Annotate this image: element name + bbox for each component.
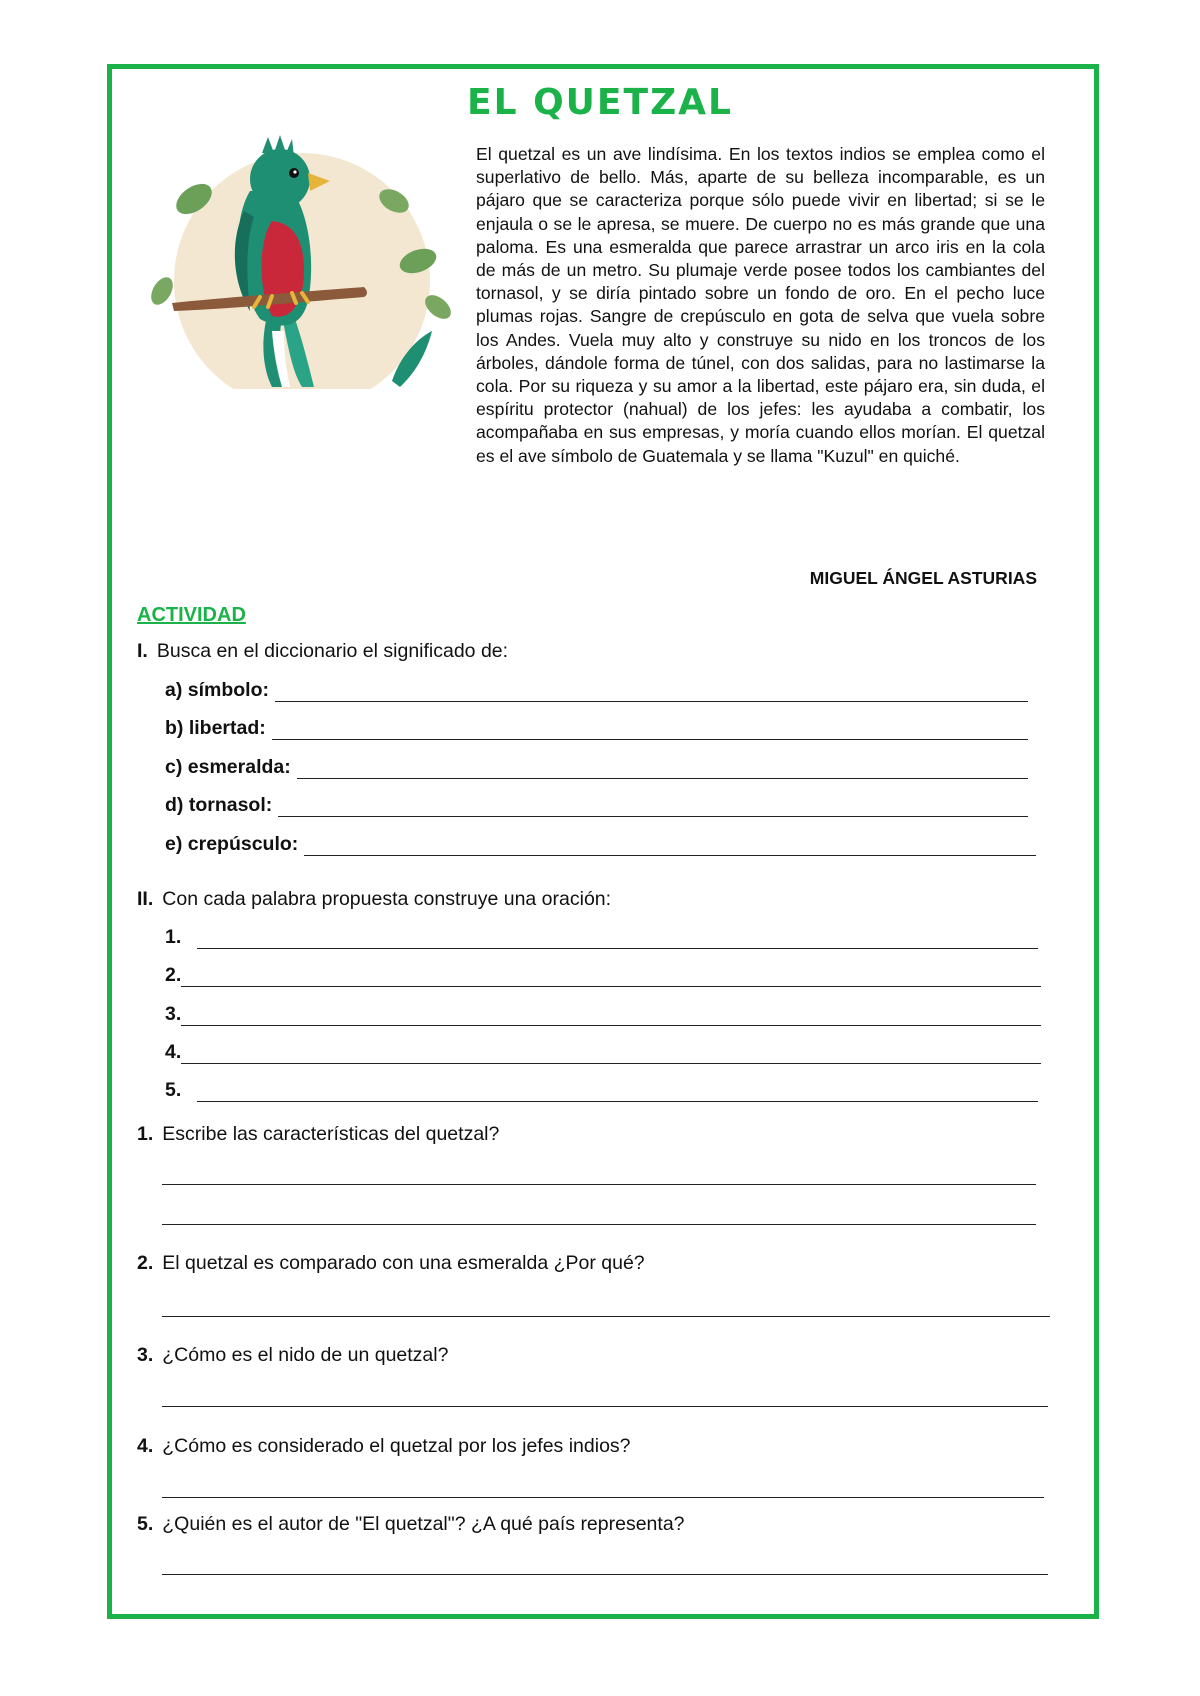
sentence-row bbox=[165, 926, 1038, 949]
definition-answer-line[interactable] bbox=[297, 756, 1028, 779]
question-5 bbox=[137, 1513, 1017, 1536]
answer-line[interactable] bbox=[162, 1316, 1050, 1317]
question-number: 5. bbox=[137, 1513, 154, 1535]
question-number: 2. bbox=[137, 1252, 154, 1274]
definition-answer-line[interactable] bbox=[278, 794, 1028, 817]
question-number: 1. bbox=[137, 1123, 154, 1145]
definition-row-crepusculo bbox=[165, 833, 1036, 856]
definition-term: c) esmeralda: bbox=[165, 756, 291, 778]
part1-prompt bbox=[137, 640, 837, 663]
definition-row-libertad bbox=[165, 717, 1028, 740]
part1-prompt-text: Busca en el diccionario el significado de: bbox=[156, 640, 509, 662]
part2-numeral: II. bbox=[137, 888, 154, 910]
question-3 bbox=[137, 1344, 1017, 1367]
sentence-row bbox=[165, 964, 1041, 987]
question-text: El quetzal es comparado con una esmeralda ¿Por qué? bbox=[162, 1252, 645, 1274]
question-text: ¿Quién es el autor de "El quetzal"? ¿A qué país representa? bbox=[162, 1513, 685, 1535]
quetzal-illustration bbox=[132, 131, 472, 389]
answer-line[interactable] bbox=[162, 1406, 1048, 1407]
sentence-answer-line[interactable] bbox=[181, 1003, 1041, 1026]
sentence-row bbox=[165, 1041, 1041, 1064]
question-text: ¿Cómo es considerado el quetzal por los jefes indios? bbox=[162, 1435, 631, 1457]
sentence-number: 3. bbox=[165, 1003, 182, 1025]
story-text: El quetzal es un ave lindísima. En los textos indios se emplea como el superlativo de bello. Más, aparte de su belleza incomparable, es un pájaro que se caracteriza porque sólo puede vivir en libertad; si se le enjaula o se le apresa, se muere. De cuerpo no es más grande que una paloma. Es una esmeralda que parece arrastrar un arco iris en la cola de más de un metro. Su plumaje verde posee todos los cambiantes del tornasol, y se diría pintado sobre un fondo de oro. En el pecho luce plumas rojas. Sangre de crepúsculo en gota de selva que vuela sobre los Andes. Vuela muy alto y construye su nido en los troncos de los árboles, dándole forma de túnel, con dos salidas, para no lastimarse la cola. Por su riqueza y su amor a la libertad, este pájaro era, sin duda, el espíritu protector (nahual) de los jefes: les ayudaba a combatir, los acompañaba en sus empresas, y moría cuando ellos morían. El quetzal es el ave símbolo de Guatemala y se llama "Kuzul" en quiché. bbox=[476, 144, 1045, 466]
activity-heading: ACTIVIDAD bbox=[137, 604, 246, 626]
definition-term: b) libertad: bbox=[165, 717, 266, 739]
question-number: 3. bbox=[137, 1344, 154, 1366]
answer-line[interactable] bbox=[162, 1184, 1036, 1185]
sentence-number: 5. bbox=[165, 1079, 187, 1101]
answer-line[interactable] bbox=[162, 1497, 1044, 1498]
sentence-row bbox=[165, 1003, 1041, 1026]
sentence-number: 1. bbox=[165, 926, 187, 948]
question-text: ¿Cómo es el nido de un quetzal? bbox=[162, 1344, 449, 1366]
part2-prompt bbox=[137, 888, 837, 911]
question-number: 4. bbox=[137, 1435, 154, 1457]
sentence-number: 2. bbox=[165, 964, 182, 986]
definition-answer-line[interactable] bbox=[304, 833, 1036, 856]
definition-term: a) símbolo: bbox=[165, 679, 270, 701]
part2-prompt-text: Con cada palabra propuesta construye una oración: bbox=[162, 888, 612, 910]
sentence-answer-line[interactable] bbox=[181, 964, 1041, 987]
sentence-answer-line[interactable] bbox=[197, 1079, 1038, 1102]
definition-term: d) tornasol: bbox=[165, 794, 273, 816]
question-4 bbox=[137, 1435, 1017, 1458]
answer-line[interactable] bbox=[162, 1574, 1048, 1575]
question-1 bbox=[137, 1123, 1017, 1146]
sentence-row bbox=[165, 1079, 1038, 1102]
sentence-answer-line[interactable] bbox=[181, 1041, 1041, 1064]
sentence-answer-line[interactable] bbox=[197, 926, 1038, 949]
question-2 bbox=[137, 1252, 1017, 1275]
sentence-number: 4. bbox=[165, 1041, 182, 1063]
page-title: EL QUETZAL bbox=[467, 82, 733, 123]
answer-line[interactable] bbox=[162, 1224, 1036, 1225]
definition-answer-line[interactable] bbox=[272, 717, 1028, 740]
definition-row-tornasol bbox=[165, 794, 1028, 817]
definition-row-esmeralda bbox=[165, 756, 1028, 779]
author-name: MIGUEL ÁNGEL ASTURIAS bbox=[809, 568, 1037, 588]
part1-numeral: I. bbox=[137, 640, 148, 662]
definition-answer-line[interactable] bbox=[275, 679, 1028, 702]
definition-term: e) crepúsculo: bbox=[165, 833, 299, 855]
definition-row-simbolo bbox=[165, 679, 1028, 702]
question-text: Escribe las características del quetzal? bbox=[162, 1123, 500, 1145]
